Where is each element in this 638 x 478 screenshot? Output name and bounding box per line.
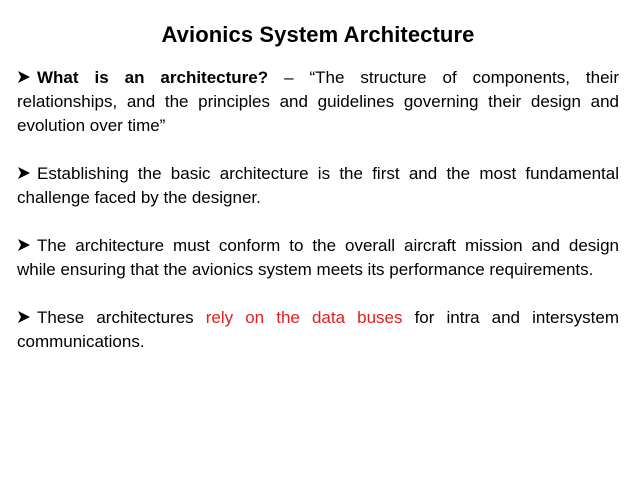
bullet-text-after: for intra and intersystem communications. (17, 308, 620, 351)
bullet-item-2 (17, 162, 619, 210)
bullet-list (17, 66, 619, 354)
bullet-item-3 (17, 234, 619, 282)
arrowhead-bullet-icon (17, 310, 31, 324)
bullet-text-before: These architectures (37, 308, 206, 327)
bullet-item-1 (17, 66, 619, 138)
arrowhead-bullet-icon (17, 70, 31, 84)
arrowhead-bullet-icon (17, 238, 31, 252)
bullet-bold-lead: What is an architecture? (37, 68, 269, 87)
bullet-text: – “The structure of components, their relationships, and the principles and guidelines governing their design and evolution over time” (17, 68, 619, 135)
slide-title: Avionics System Architecture (161, 22, 475, 47)
bullet-item-4 (17, 306, 619, 354)
bullet-highlight-text: rely on the data buses (205, 308, 403, 327)
bullet-text: Establishing the basic architecture is the first and the most fundamental challenge faced by the designer. (17, 164, 619, 207)
bullet-text: The architecture must conform to the overall aircraft mission and design while ensuring that the avionics system meets its performance requirements. (17, 236, 619, 279)
arrowhead-bullet-icon (17, 166, 31, 180)
